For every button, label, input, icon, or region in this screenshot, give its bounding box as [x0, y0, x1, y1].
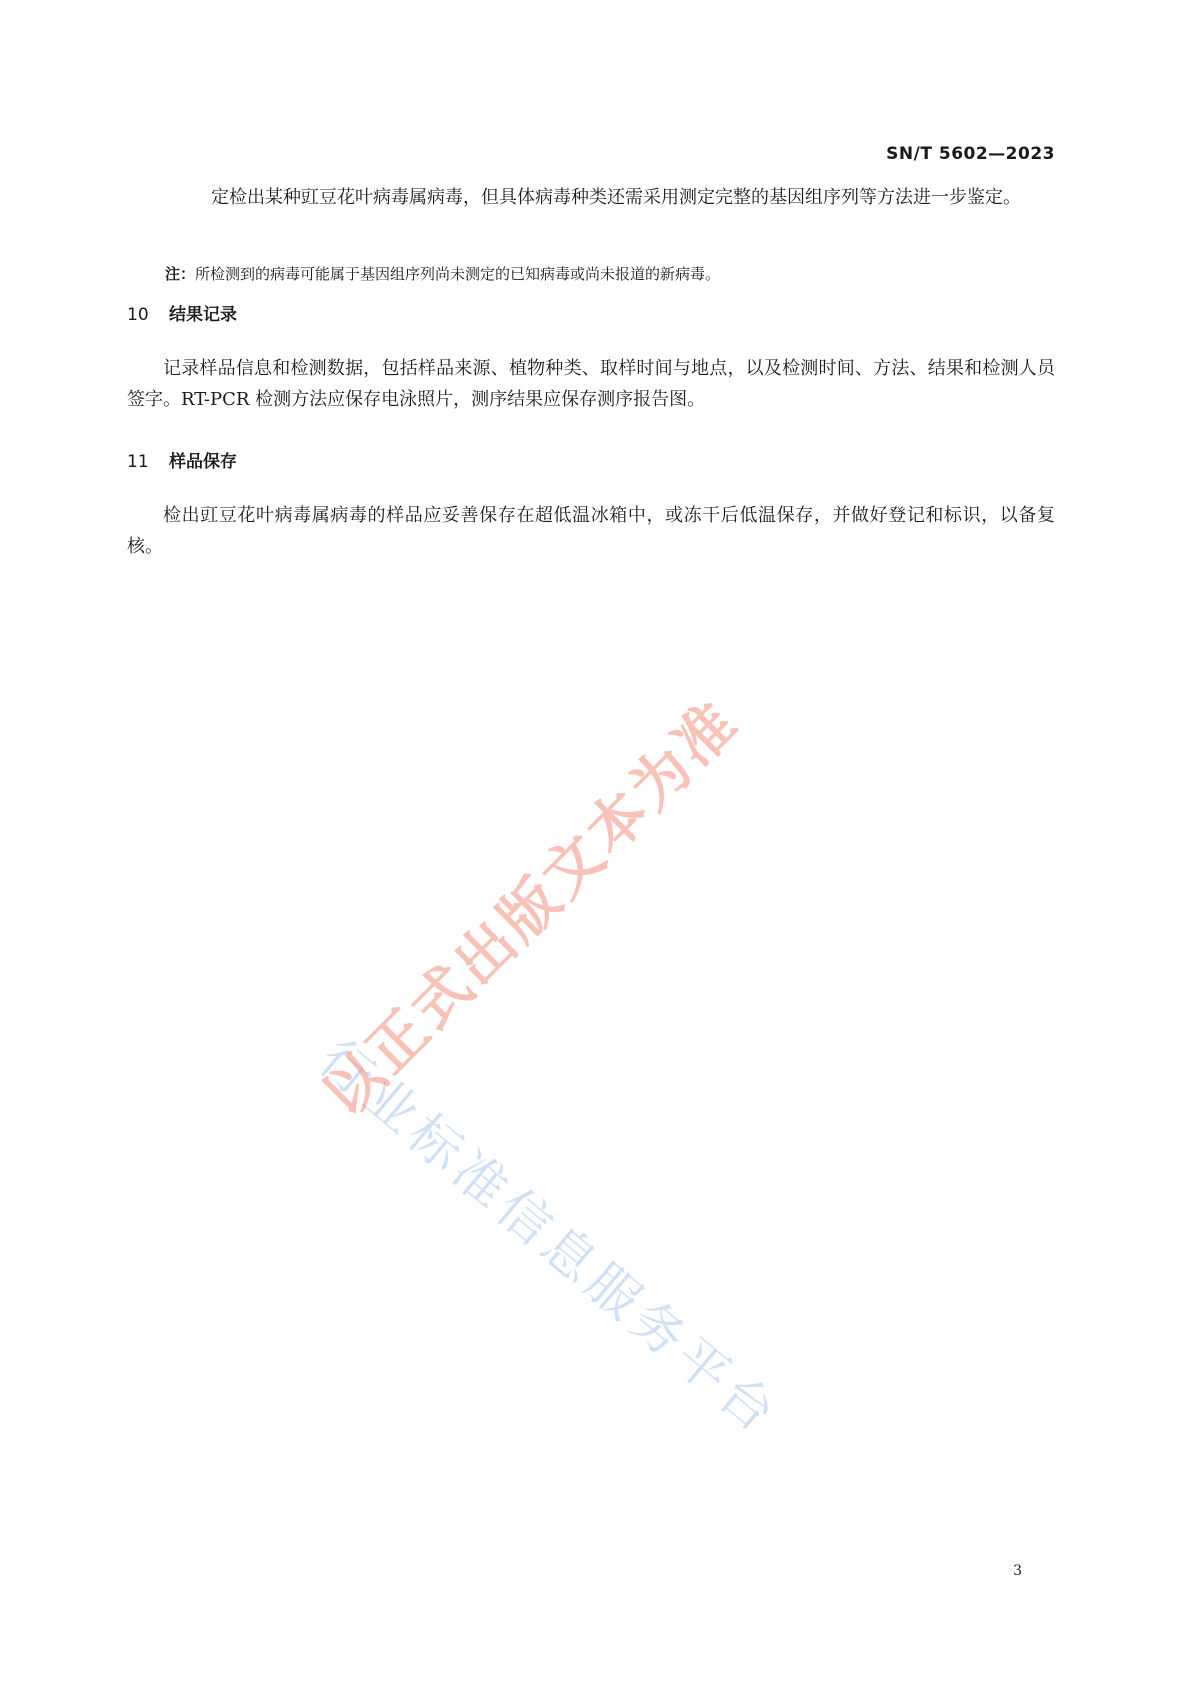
section-number: 10	[127, 305, 149, 325]
note-text: 所检测到的病毒可能属于基因组序列尚未测定的已知病毒或尚未报道的新病毒。	[195, 265, 721, 283]
continuation-paragraph: 定检出某种豇豆花叶病毒属病毒，但具体病毒种类还需采用测定完整的基因组序列等方法进一步鉴定。	[211, 187, 1021, 208]
watermark-primary: 以正式出版文本为准	[309, 686, 753, 1130]
section-11-paragraph: 检出豇豆花叶病毒属病毒的样品应妥善保存在超低温冰箱中，或冻干后低温保存，并做好登记和标识，以备复核。	[127, 505, 1055, 557]
section-number: 11	[127, 452, 149, 472]
section-heading-11	[127, 447, 237, 472]
note-label: 注：	[165, 265, 196, 283]
note	[165, 264, 1055, 284]
standard-id: SN/T 5602—2023	[886, 144, 1055, 164]
section-title: 结果记录	[169, 305, 237, 325]
section-10-paragraph: 记录样品信息和检测数据，包括样品来源、植物种类、取样时间与地点，以及检测时间、方法、结果和检测人员签字。RT-PCR 检测方法应保存电泳照片，测序结果应保存测序报告图。	[127, 358, 1055, 410]
section-heading-10	[127, 300, 237, 325]
section-title: 样品保存	[169, 452, 237, 472]
watermark-secondary: 行业标准信息服务平台	[307, 1028, 791, 1448]
page-number: 3	[1013, 1563, 1022, 1579]
